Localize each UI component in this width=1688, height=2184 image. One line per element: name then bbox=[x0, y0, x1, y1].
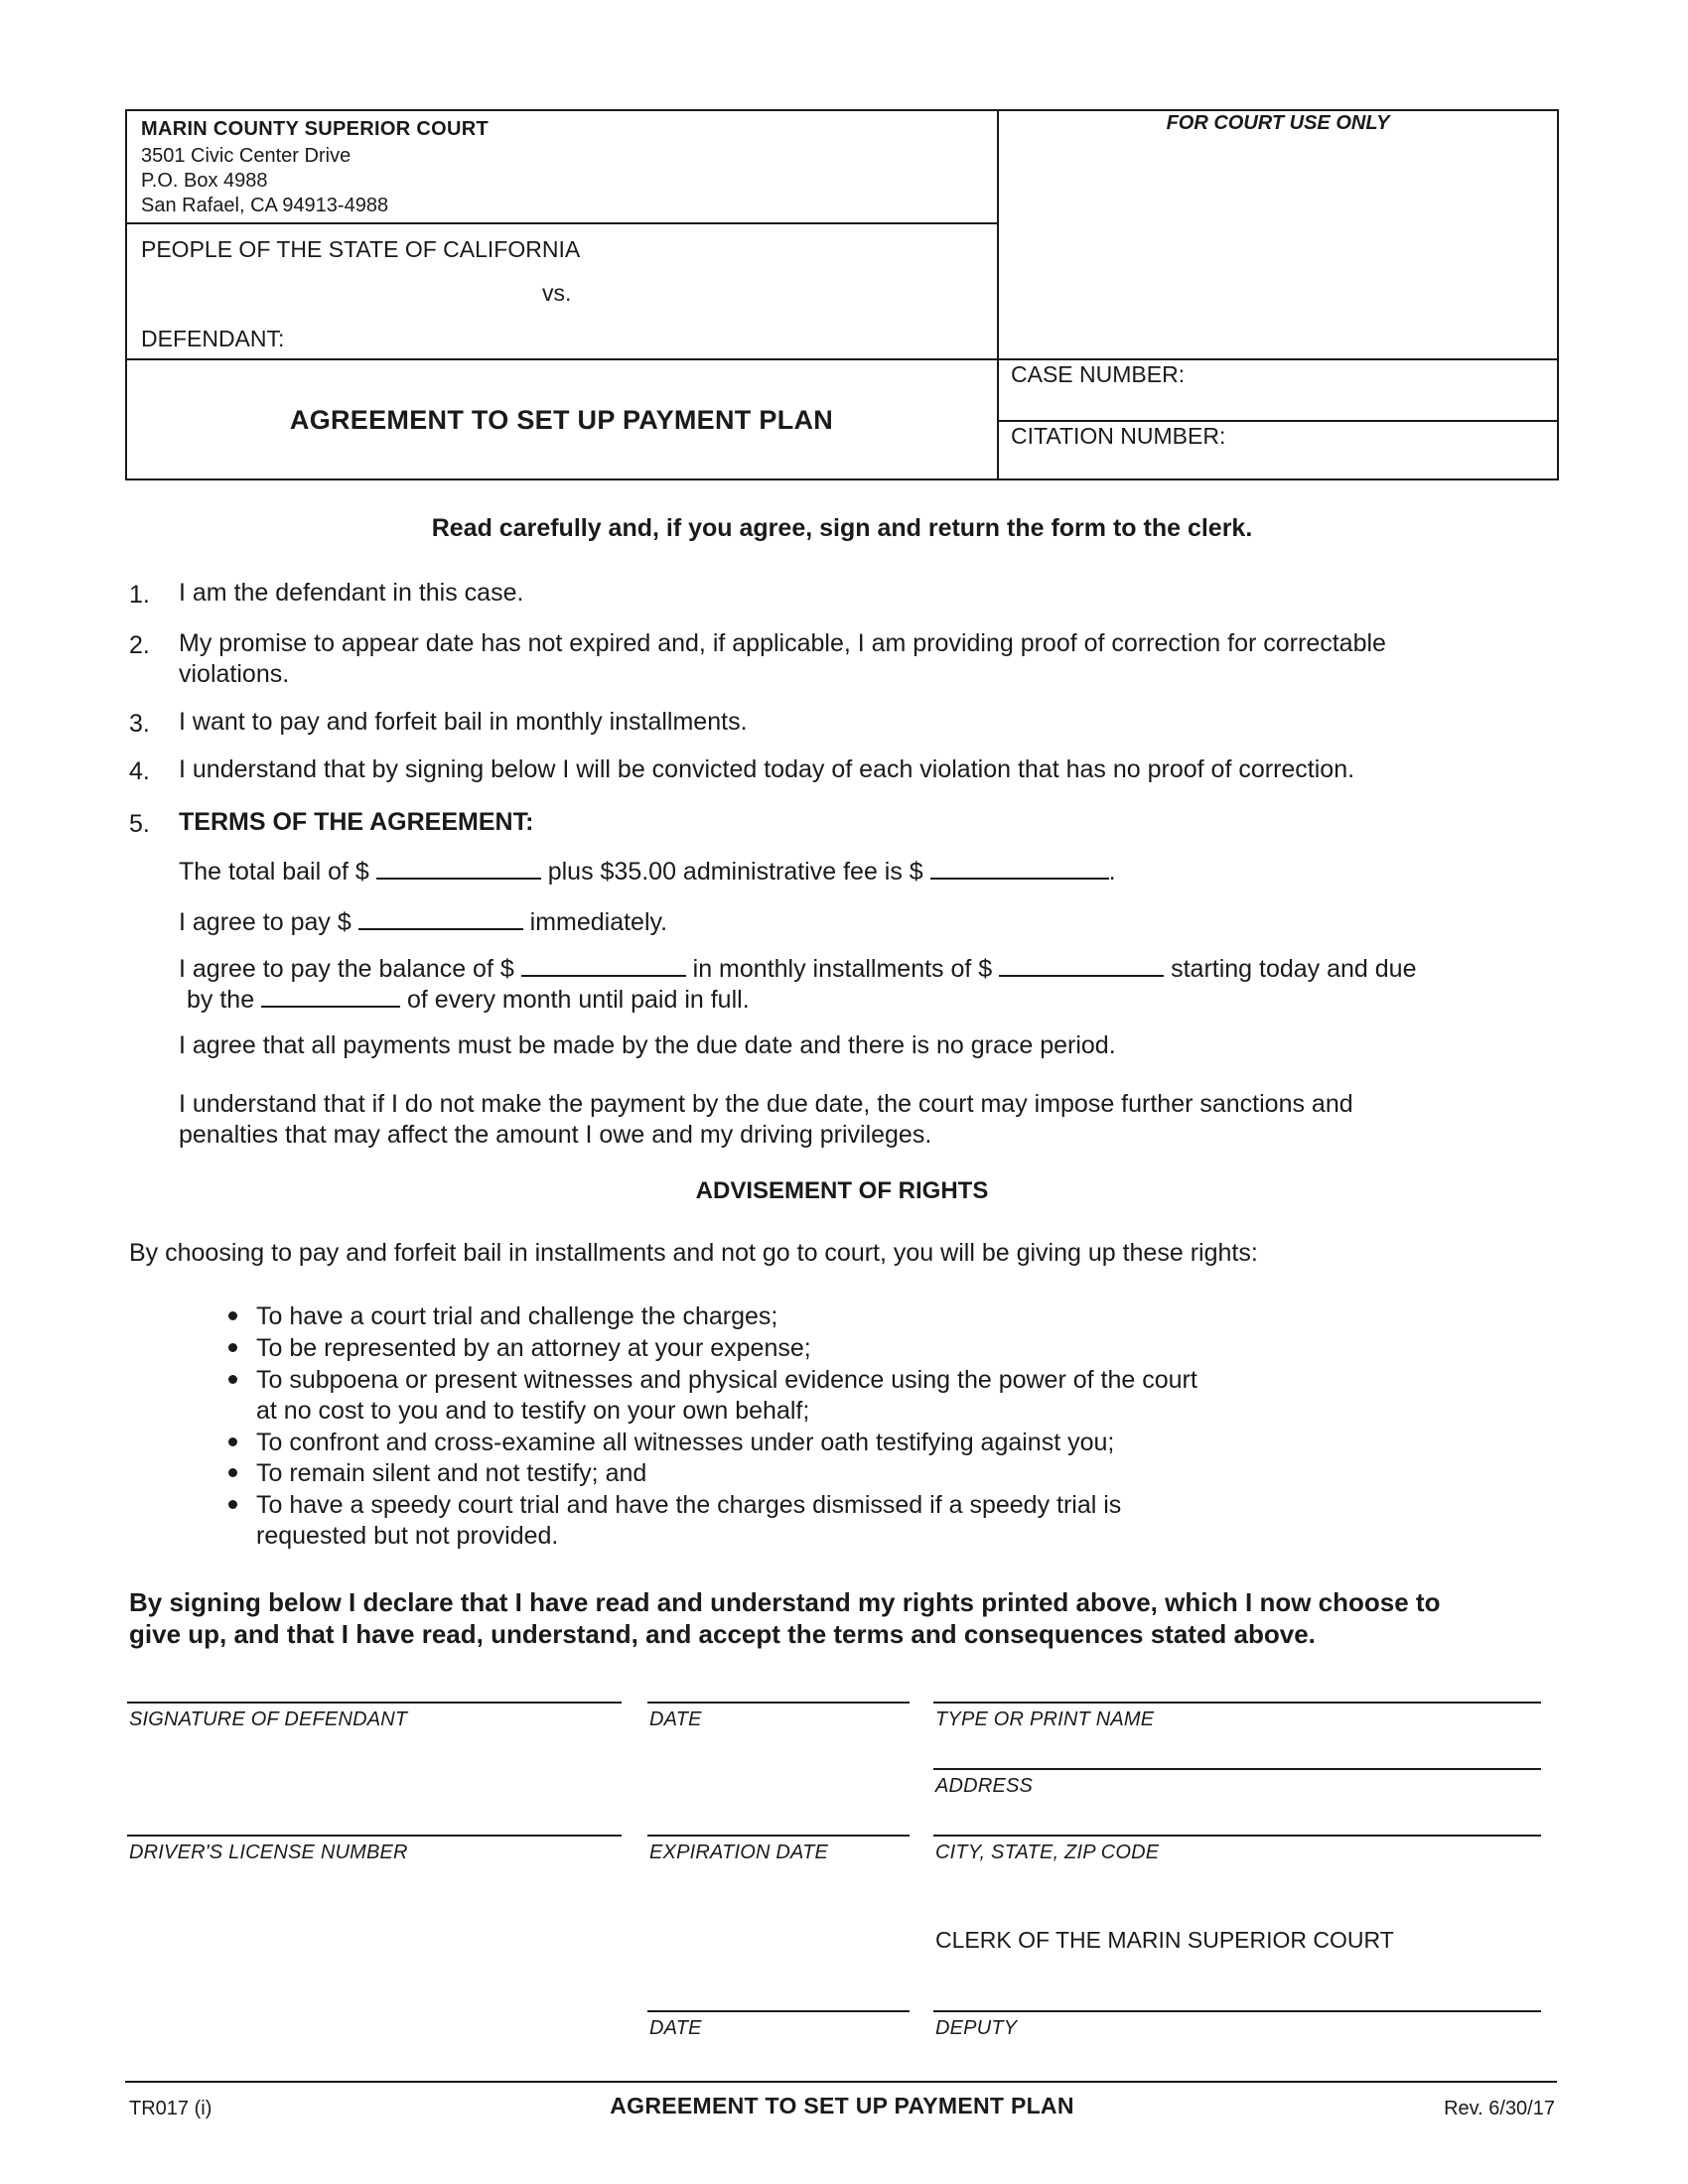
people-label: PEOPLE OF THE STATE OF CALIFORNIA bbox=[141, 236, 581, 262]
bullet-icon bbox=[228, 1437, 237, 1446]
period: . bbox=[1108, 858, 1116, 886]
court-use-only-label: FOR COURT USE ONLY bbox=[1166, 112, 1390, 134]
by-the-text: by the bbox=[187, 986, 255, 1014]
total-bail-text: The total bail of $ bbox=[179, 858, 369, 886]
caption-divider-parties bbox=[125, 358, 1559, 360]
sanctions-text: I understand that if I do not make the payment by the due date, the court may impose further sanctions and bbox=[179, 1090, 1353, 1118]
print-name-label: TYPE OR PRINT NAME bbox=[935, 1708, 1155, 1730]
form-id: TR017 (i) bbox=[129, 2098, 212, 2119]
due-day-blank[interactable] bbox=[261, 984, 400, 1008]
bullet-icon bbox=[228, 1500, 237, 1509]
form-title: AGREEMENT TO SET UP PAYMENT PLAN bbox=[289, 405, 834, 435]
clerk-label: CLERK OF THE MARIN SUPERIOR COURT bbox=[935, 1927, 1394, 1953]
signature-line[interactable] bbox=[127, 1702, 622, 1704]
court-address-line1: 3501 Civic Center Drive bbox=[141, 145, 352, 167]
item-number: 2. bbox=[129, 631, 150, 659]
right-item: To confront and cross-examine all witnesses under oath testifying against you; bbox=[256, 1429, 1115, 1456]
case-number-field[interactable]: CASE NUMBER: bbox=[1011, 361, 1186, 387]
agree-pay-line bbox=[179, 906, 667, 938]
right-item: To have a court trial and challenge the charges; bbox=[256, 1302, 778, 1330]
item-text: I understand that by signing below I will be convicted today of each violation that has no proof of correction. bbox=[179, 755, 1355, 783]
sanctions-text-cont: penalties that may affect the amount I owe and my driving privileges. bbox=[179, 1121, 932, 1149]
right-item: To be represented by an attorney at your expense; bbox=[256, 1334, 811, 1362]
signature-label: SIGNATURE OF DEFENDANT bbox=[129, 1708, 408, 1730]
city-line[interactable] bbox=[933, 1835, 1541, 1837]
city-label: CITY, STATE, ZIP CODE bbox=[935, 1842, 1160, 1863]
deputy-line[interactable] bbox=[933, 2010, 1541, 2012]
item-text-cont: violations. bbox=[179, 660, 290, 688]
address-line[interactable] bbox=[933, 1768, 1541, 1770]
license-line[interactable] bbox=[127, 1835, 622, 1837]
expiration-label: EXPIRATION DATE bbox=[649, 1842, 829, 1863]
right-item: To subpoena or present witnesses and physical evidence using the power of the court bbox=[256, 1366, 1197, 1394]
right-item-cont: requested but not provided. bbox=[256, 1522, 559, 1550]
starting-text: starting today and due bbox=[1171, 955, 1417, 983]
clerk-date-line[interactable] bbox=[647, 2010, 910, 2012]
immediately-text: immediately. bbox=[529, 908, 668, 936]
declaration-text-cont: give up, and that I have read, understand, and accept the terms and consequences stated above. bbox=[129, 1619, 1316, 1649]
footer-title: AGREEMENT TO SET UP PAYMENT PLAN bbox=[610, 2093, 1074, 2118]
installments-text: in monthly installments of $ bbox=[692, 955, 993, 983]
declaration-text: By signing below I declare that I have read and understand my rights printed above, which I now choose to bbox=[129, 1587, 1441, 1617]
right-item: To have a speedy court trial and have the charges dismissed if a speedy trial is bbox=[256, 1491, 1122, 1519]
balance-line bbox=[179, 953, 1417, 985]
balance-blank[interactable] bbox=[521, 953, 686, 977]
every-month-text: of every month until paid in full. bbox=[407, 986, 750, 1014]
right-item-cont: at no cost to you and to testify on your own behalf; bbox=[256, 1397, 810, 1425]
date-line[interactable] bbox=[647, 1702, 910, 1704]
caption-divider-case bbox=[997, 420, 1559, 422]
item-number: 1. bbox=[129, 581, 150, 609]
balance-text: I agree to pay the balance of $ bbox=[179, 955, 514, 983]
footer-rule bbox=[125, 2081, 1557, 2083]
agree-pay-text: I agree to pay $ bbox=[179, 908, 352, 936]
bullet-icon bbox=[228, 1343, 237, 1352]
item-number: 3. bbox=[129, 710, 150, 738]
date-label: DATE bbox=[649, 1708, 702, 1730]
total-bail-blank[interactable] bbox=[376, 856, 541, 880]
vs-label: vs. bbox=[542, 280, 572, 306]
revision-date: Rev. 6/30/17 bbox=[1444, 2098, 1555, 2119]
total-amount-blank[interactable] bbox=[930, 856, 1109, 880]
advisement-title: ADVISEMENT OF RIGHTS bbox=[695, 1177, 989, 1204]
immediate-payment-blank[interactable] bbox=[358, 906, 523, 930]
caption-divider-court bbox=[125, 222, 998, 224]
installment-amount-blank[interactable] bbox=[999, 953, 1164, 977]
instruction-text: Read carefully and, if you agree, sign and return the form to the clerk. bbox=[431, 514, 1253, 542]
defendant-field[interactable]: DEFENDANT: bbox=[141, 326, 285, 351]
item-number: 4. bbox=[129, 757, 150, 785]
expiration-line[interactable] bbox=[647, 1835, 910, 1837]
license-label: DRIVER'S LICENSE NUMBER bbox=[129, 1842, 408, 1863]
court-address-line3: San Rafael, CA 94913-4988 bbox=[141, 195, 389, 216]
bullet-icon bbox=[228, 1468, 237, 1477]
print-name-line[interactable] bbox=[933, 1702, 1541, 1704]
clerk-date-label: DATE bbox=[649, 2017, 702, 2039]
terms-title: TERMS OF THE AGREEMENT: bbox=[179, 808, 534, 836]
due-date-text: I agree that all payments must be made by the due date and there is no grace period. bbox=[179, 1031, 1116, 1059]
bullet-icon bbox=[228, 1375, 237, 1384]
item-text: I want to pay and forfeit bail in monthly installments. bbox=[179, 708, 748, 736]
admin-fee-text: plus $35.00 administrative fee is $ bbox=[547, 858, 923, 886]
right-item: To remain silent and not testify; and bbox=[256, 1459, 647, 1487]
item-number: 5. bbox=[129, 810, 150, 838]
bullet-icon bbox=[228, 1311, 237, 1320]
due-day-line bbox=[187, 984, 750, 1016]
advisement-intro: By choosing to pay and forfeit bail in installments and not go to court, you will be giving up these rights: bbox=[129, 1239, 1258, 1267]
court-name: MARIN COUNTY SUPERIOR COURT bbox=[141, 118, 489, 140]
citation-number-field[interactable]: CITATION NUMBER: bbox=[1011, 423, 1226, 449]
item-text: My promise to appear date has not expired and, if applicable, I am providing proof of correction for correctable bbox=[179, 629, 1386, 657]
address-label: ADDRESS bbox=[935, 1775, 1034, 1797]
court-address-line2: P.O. Box 4988 bbox=[141, 170, 268, 192]
total-bail-line bbox=[179, 856, 1116, 887]
item-text: I am the defendant in this case. bbox=[179, 579, 524, 607]
deputy-label: DEPUTY bbox=[935, 2017, 1018, 2039]
